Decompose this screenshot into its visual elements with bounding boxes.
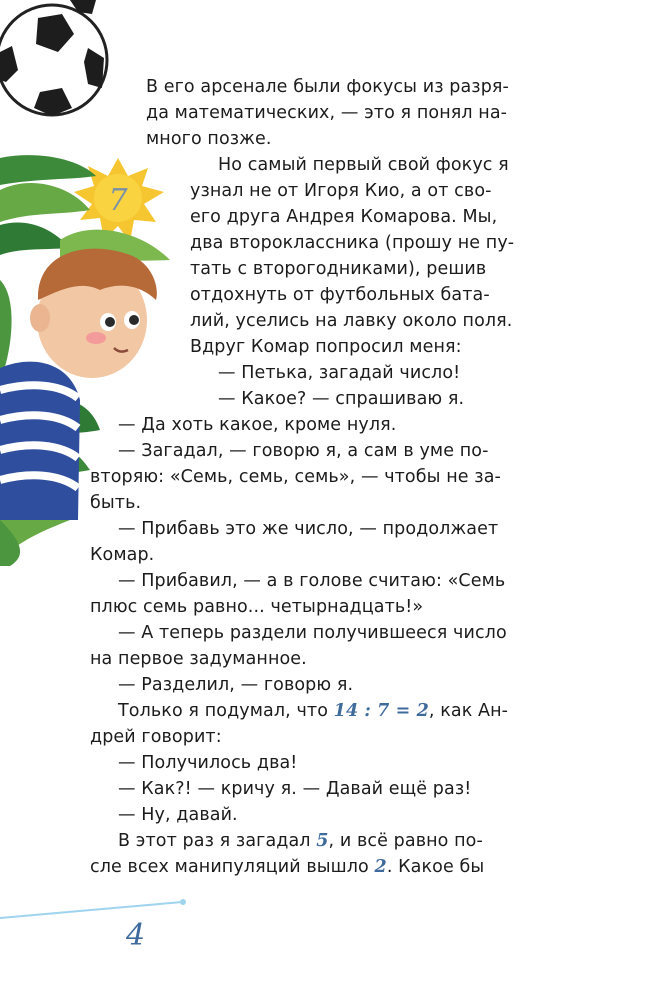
text-line: — Как?! — кричу я. — Давай ещё раз!: [118, 779, 472, 799]
text-line: много позже.: [146, 129, 272, 149]
highlight-number: 5: [316, 831, 329, 851]
text-line: — Какое? — спрашиваю я.: [218, 389, 465, 409]
text-line: да математических, — это я понял на-: [146, 103, 508, 123]
sun-number: 7: [108, 183, 128, 218]
text-line: на первое задуманное.: [90, 649, 307, 669]
text-line: — Прибавь это же число, — продолжает: [118, 519, 499, 539]
text-line: дрей говорит:: [90, 727, 222, 747]
text-line: В его арсенале были фокусы из разря-: [146, 77, 509, 97]
text-line: тать с второгодниками), решив: [190, 259, 487, 279]
line-part: В этот раз я загадал: [118, 831, 317, 851]
line-part: сле всех манипуляций вышло: [90, 857, 375, 877]
line-part: Только я подумал, что: [118, 701, 334, 721]
text-line: — Ну, давай.: [118, 805, 238, 825]
text-line: его друга Андрея Комарова. Мы,: [190, 207, 498, 227]
math-expression: 14 : 7 = 2: [333, 701, 429, 721]
text-line-math: [118, 698, 508, 724]
text-line: Вдруг Комар попросил меня:: [190, 337, 462, 357]
text-line-number: [90, 854, 484, 880]
text-line: быть.: [90, 493, 142, 513]
text-line: — Петька, загадай число!: [218, 363, 461, 383]
text-line: Но самый первый свой фокус я: [218, 155, 509, 175]
line-part: . Какое бы: [386, 857, 485, 877]
text-line: — Получилось два!: [118, 753, 298, 773]
text-line: — Загадал, — говорю я, а сам в уме по-: [118, 441, 489, 461]
text-line: лий, уселись на лавку около поля.: [190, 311, 513, 331]
text-line: узнал не от Игоря Кио, а от сво-: [190, 181, 492, 201]
text-line: — Да хоть какое, кроме нуля.: [118, 415, 397, 435]
line-part: , как Ан-: [428, 701, 509, 721]
text-line: плюс семь равно... четырнадцать!»: [90, 597, 424, 617]
text-line-number: [118, 828, 483, 854]
line-part: , и всё равно по-: [328, 831, 483, 851]
text-line: — Прибавил, — а в голове считаю: «Семь: [118, 571, 506, 591]
highlight-number: 2: [374, 857, 387, 877]
text-line: вторяю: «Семь, семь, семь», — чтобы не за-: [90, 467, 501, 487]
page-number: 4: [126, 918, 146, 953]
text-line: два второклассника (прошу не пу-: [190, 233, 515, 253]
text-line: — Разделил, — говорю я.: [118, 675, 354, 695]
text-line: отдохнуть от футбольных бата-: [190, 285, 490, 305]
text-line: — А теперь раздели получившееся число: [118, 623, 507, 643]
text-line: Комар.: [90, 545, 155, 565]
